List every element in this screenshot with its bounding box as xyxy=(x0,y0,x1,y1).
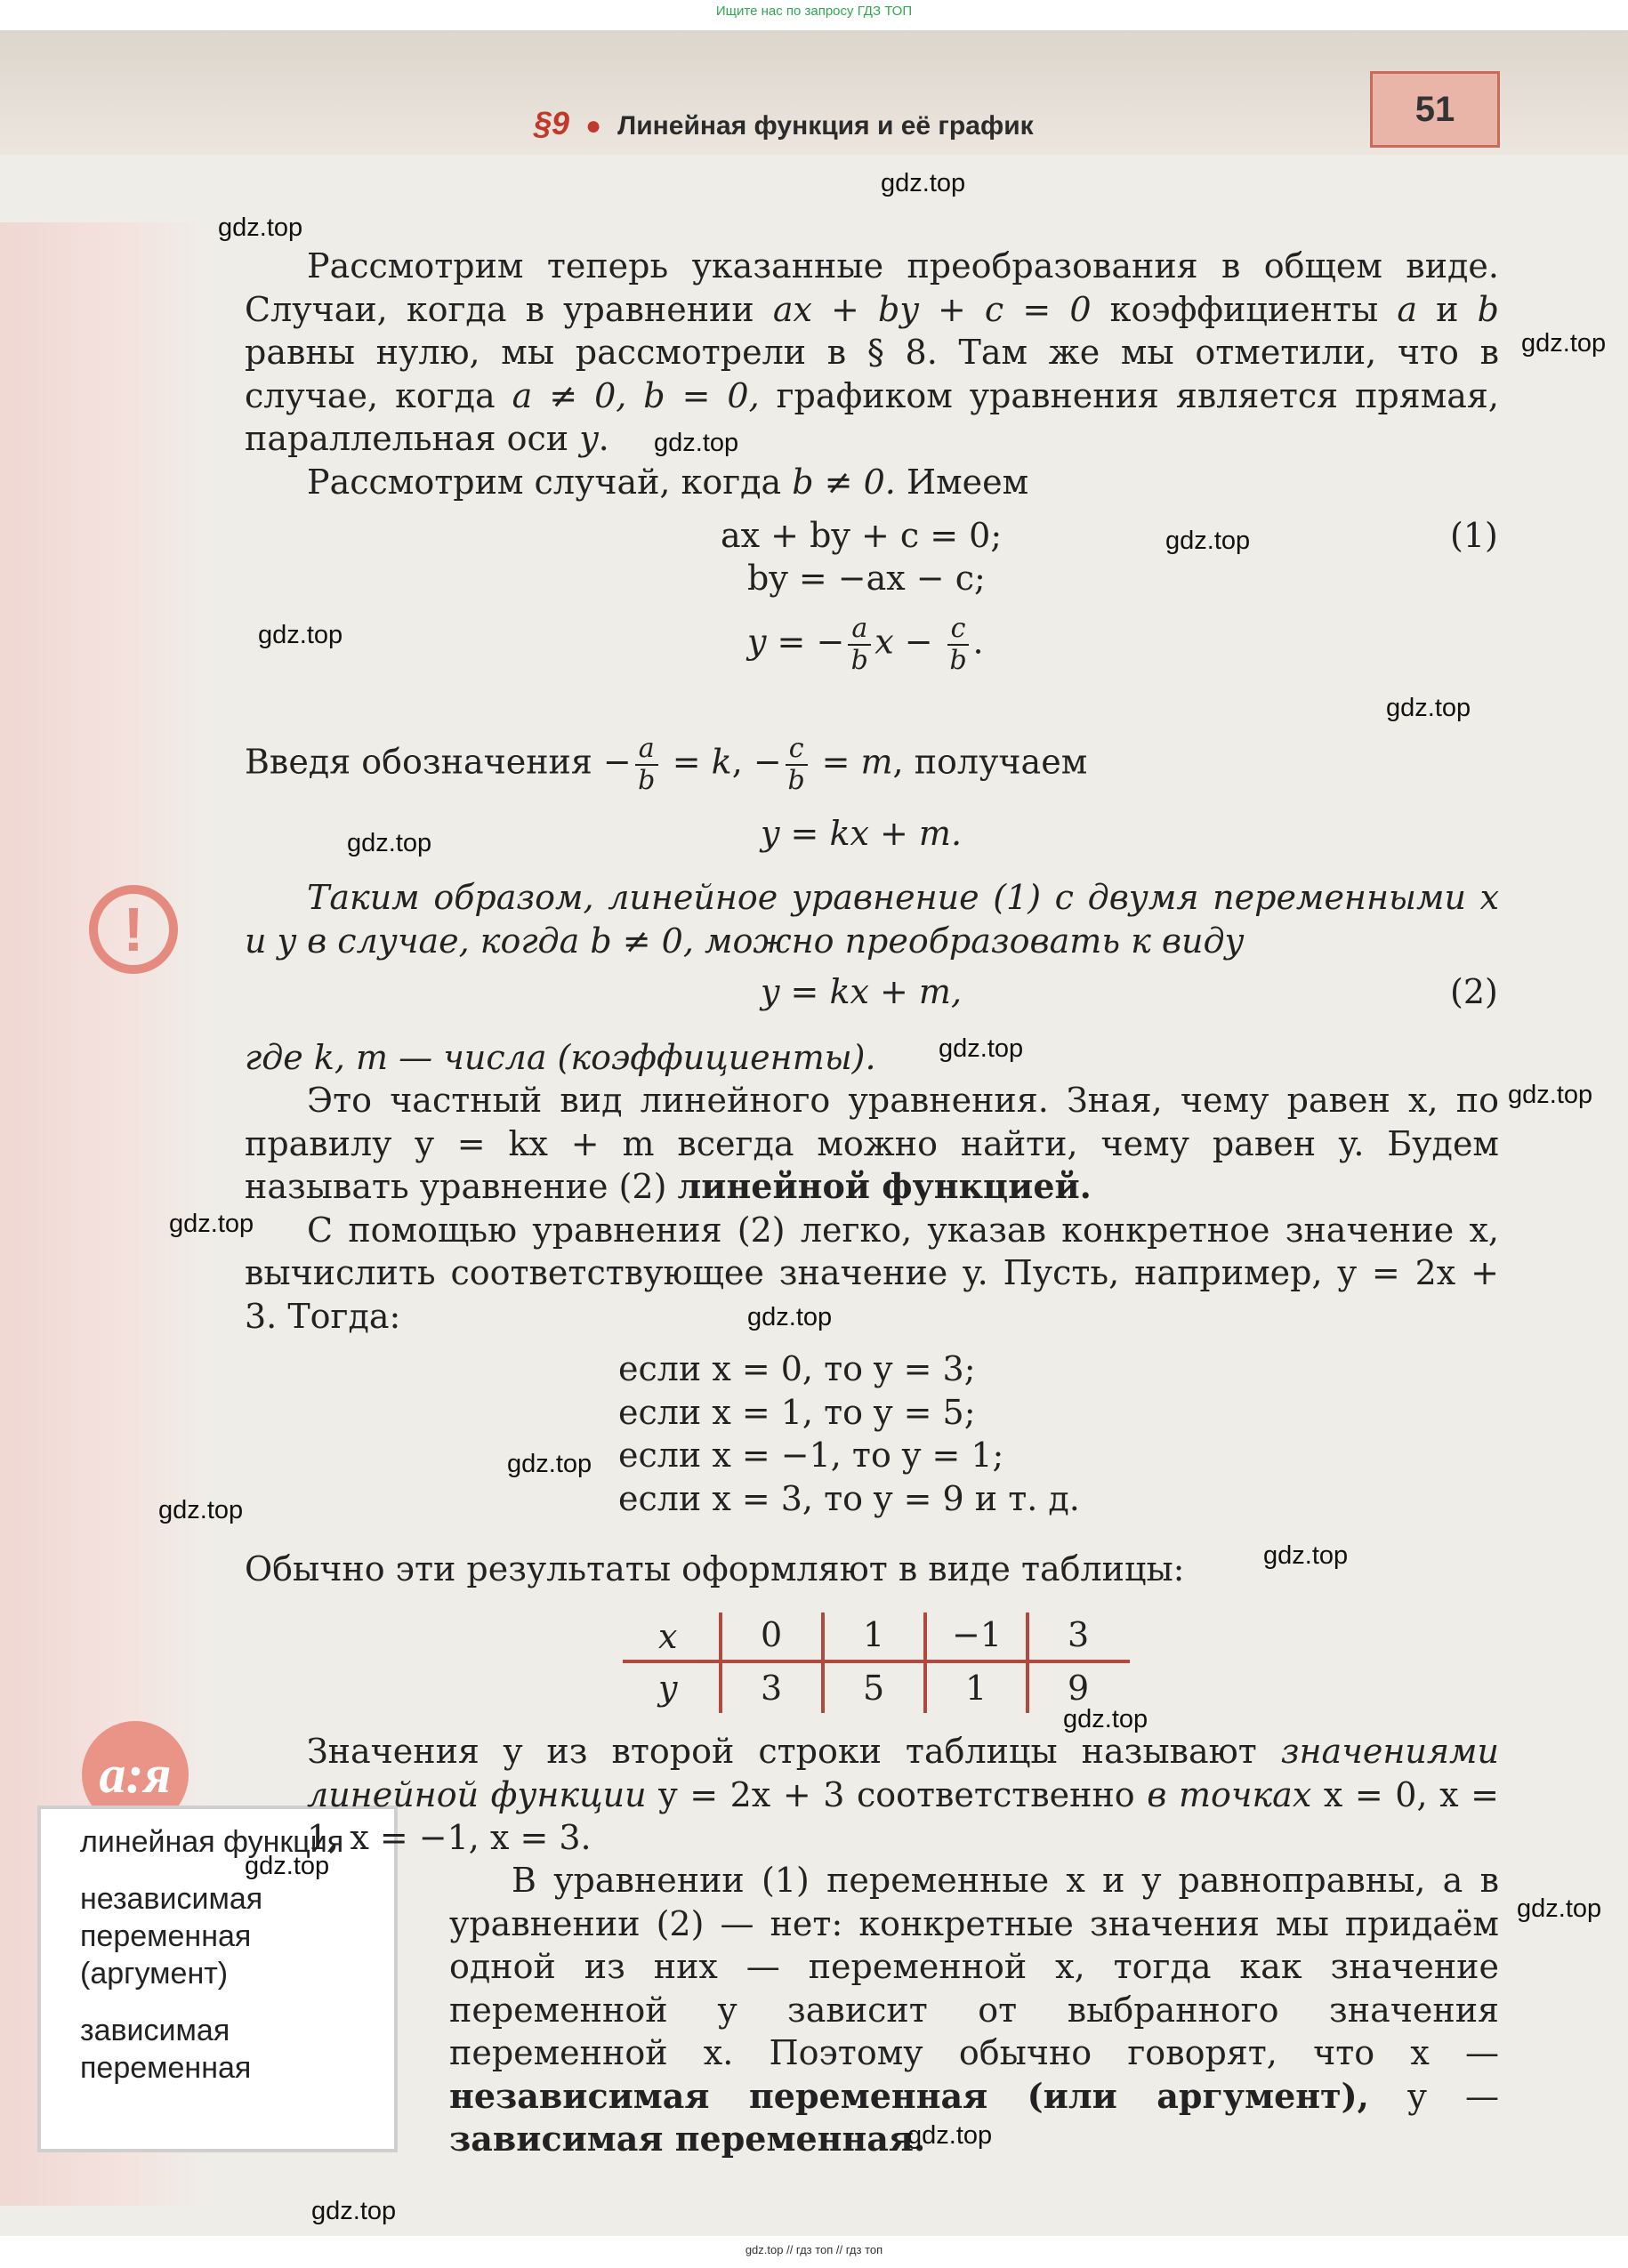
table-cell: 5 xyxy=(863,1669,885,1708)
glossary-term: независимая переменная (аргумент) xyxy=(80,1882,263,1991)
example-line: если x = 3, то y = 9 и т. д. xyxy=(618,1478,1080,1518)
values-table xyxy=(614,1608,1130,1715)
glossary-icon: a:я xyxy=(82,1721,189,1828)
paragraph-6: Это частный вид линейного уравнения. Зная, чему равен x, по правилу y = kx + m всегда можно найти, чему равен y. Будем называть уравнение (2) линейной функцией. С помощью уравнения (2) легко, указав конкретное значение x, вычислить соответствующее значение y. Пусть, например, y = 2x + 3. Тогда: xyxy=(245,1081,1499,1336)
section-number: §9 xyxy=(534,105,570,141)
watermark: gdz.top xyxy=(1063,1705,1148,1733)
equation-1: ax + by + c = 0; xyxy=(721,516,1003,555)
example-line: если x = −1, то y = 1; xyxy=(618,1436,1004,1475)
watermark: gdz.top xyxy=(218,213,303,242)
table-header-x: x xyxy=(658,1617,678,1656)
glossary-term: зависимая переменная xyxy=(80,2014,252,2085)
table-cell: 3 xyxy=(761,1669,783,1708)
paragraph-1: Рассмотрим теперь указанные преобразования в общем виде. Случаи, когда в уравнении ax + by + c = 0 коэффициенты a и b равны нулю, мы рассмотрели в § 8. Там же мы отметили, что в случае, когда a ≠ 0, b = 0, графиком уравнения является прямая, параллельная оси y. Рассмотрим случай, когда b ≠ 0. Имеем xyxy=(245,246,1499,502)
equation-2: by = −ax − c; xyxy=(747,559,986,598)
watermark: gdz.top xyxy=(939,1034,1024,1063)
bullet-icon: ● xyxy=(585,111,602,141)
table-cell: 3 xyxy=(1068,1615,1090,1654)
watermark: gdz.top xyxy=(1263,1541,1349,1570)
watermark: gdz.top xyxy=(1165,527,1251,555)
table-cell: 9 xyxy=(1068,1669,1090,1708)
equation-3: y = − $\frac{a}{b}$ x − $\frac{c}{b}$ . xyxy=(747,613,984,676)
table-header-y: y xyxy=(658,1669,678,1708)
section-title xyxy=(534,105,1034,142)
watermark: gdz.top xyxy=(258,621,343,649)
paragraph-9: Значения y из второй строки таблицы называют значениями линейной функции y = 2x + 3 соответственно в точках x = 0, x = 1, x = −1, x = 3. xyxy=(307,1732,1499,1857)
definition: Таким образом, линейное уравнение (1) с двумя переменными x и y в случае, когда b ≠ 0, можно преобразовать к виду xyxy=(245,878,1499,961)
watermark: gdz.top xyxy=(1386,694,1471,722)
example-line: если x = 1, то y = 5; xyxy=(618,1392,976,1432)
equation-5: y = kx + m, xyxy=(761,972,963,1011)
equation-number-2: (2) xyxy=(1450,972,1498,1011)
table-cell: 1 xyxy=(863,1615,885,1654)
watermark: gdz.top xyxy=(654,429,739,457)
paragraph-5: где k, m — числа (коэффициенты). xyxy=(245,1038,876,1077)
watermark: gdz.top xyxy=(158,1496,244,1524)
equation-4: y = kx + m. xyxy=(761,814,963,853)
glossary-term: линейная функция xyxy=(80,1825,344,1859)
table-cell: 0 xyxy=(761,1615,783,1654)
watermark: gdz.top xyxy=(311,2197,397,2225)
exclamation-icon: ! xyxy=(89,885,178,974)
equation-number-1: (1) xyxy=(1450,516,1498,555)
bottom-note: gdz.top // гдз топ // гдз топ xyxy=(745,2243,883,2256)
watermark: gdz.top xyxy=(245,1852,330,1880)
watermark: gdz.top xyxy=(1521,329,1607,358)
watermark: gdz.top xyxy=(1508,1081,1593,1109)
table-cell: −1 xyxy=(952,1615,1003,1654)
examples xyxy=(618,1347,1080,1520)
watermark: gdz.top xyxy=(507,1450,592,1478)
page-number: 51 xyxy=(1370,71,1500,148)
watermark: gdz.top xyxy=(881,169,966,197)
example-line: если x = 0, то y = 3; xyxy=(618,1349,976,1388)
watermark: gdz.top xyxy=(1517,1894,1602,1923)
watermark: gdz.top xyxy=(907,2121,993,2150)
paragraph-3: Введя обозначения − $\frac{a}{b}$ = k, − $\frac{c}{b}$ = m, получаем xyxy=(245,733,1088,796)
watermark: gdz.top xyxy=(169,1210,254,1238)
paragraph-10: В уравнении (1) переменные x и y равноправны, а в уравнении (2) — нет: конкретные значения мы придаём одной из них — переменной x, тогда как значение переменной y зависит от выбранного значения переменной x. Поэтому обычно говорят, что x — независимая переменная (или аргумент), y — зависимая переменная. xyxy=(449,1861,1499,2159)
table-cell: 1 xyxy=(965,1669,987,1708)
paragraph-8: Обычно эти результаты оформляют в виде таблицы: xyxy=(245,1549,1185,1588)
section-name: Линейная функция и её график xyxy=(617,111,1034,141)
watermark: gdz.top xyxy=(347,829,432,857)
watermark: gdz.top xyxy=(747,1303,833,1331)
top-note: Ищите нас по запросу ГДЗ ТОП xyxy=(715,4,913,19)
